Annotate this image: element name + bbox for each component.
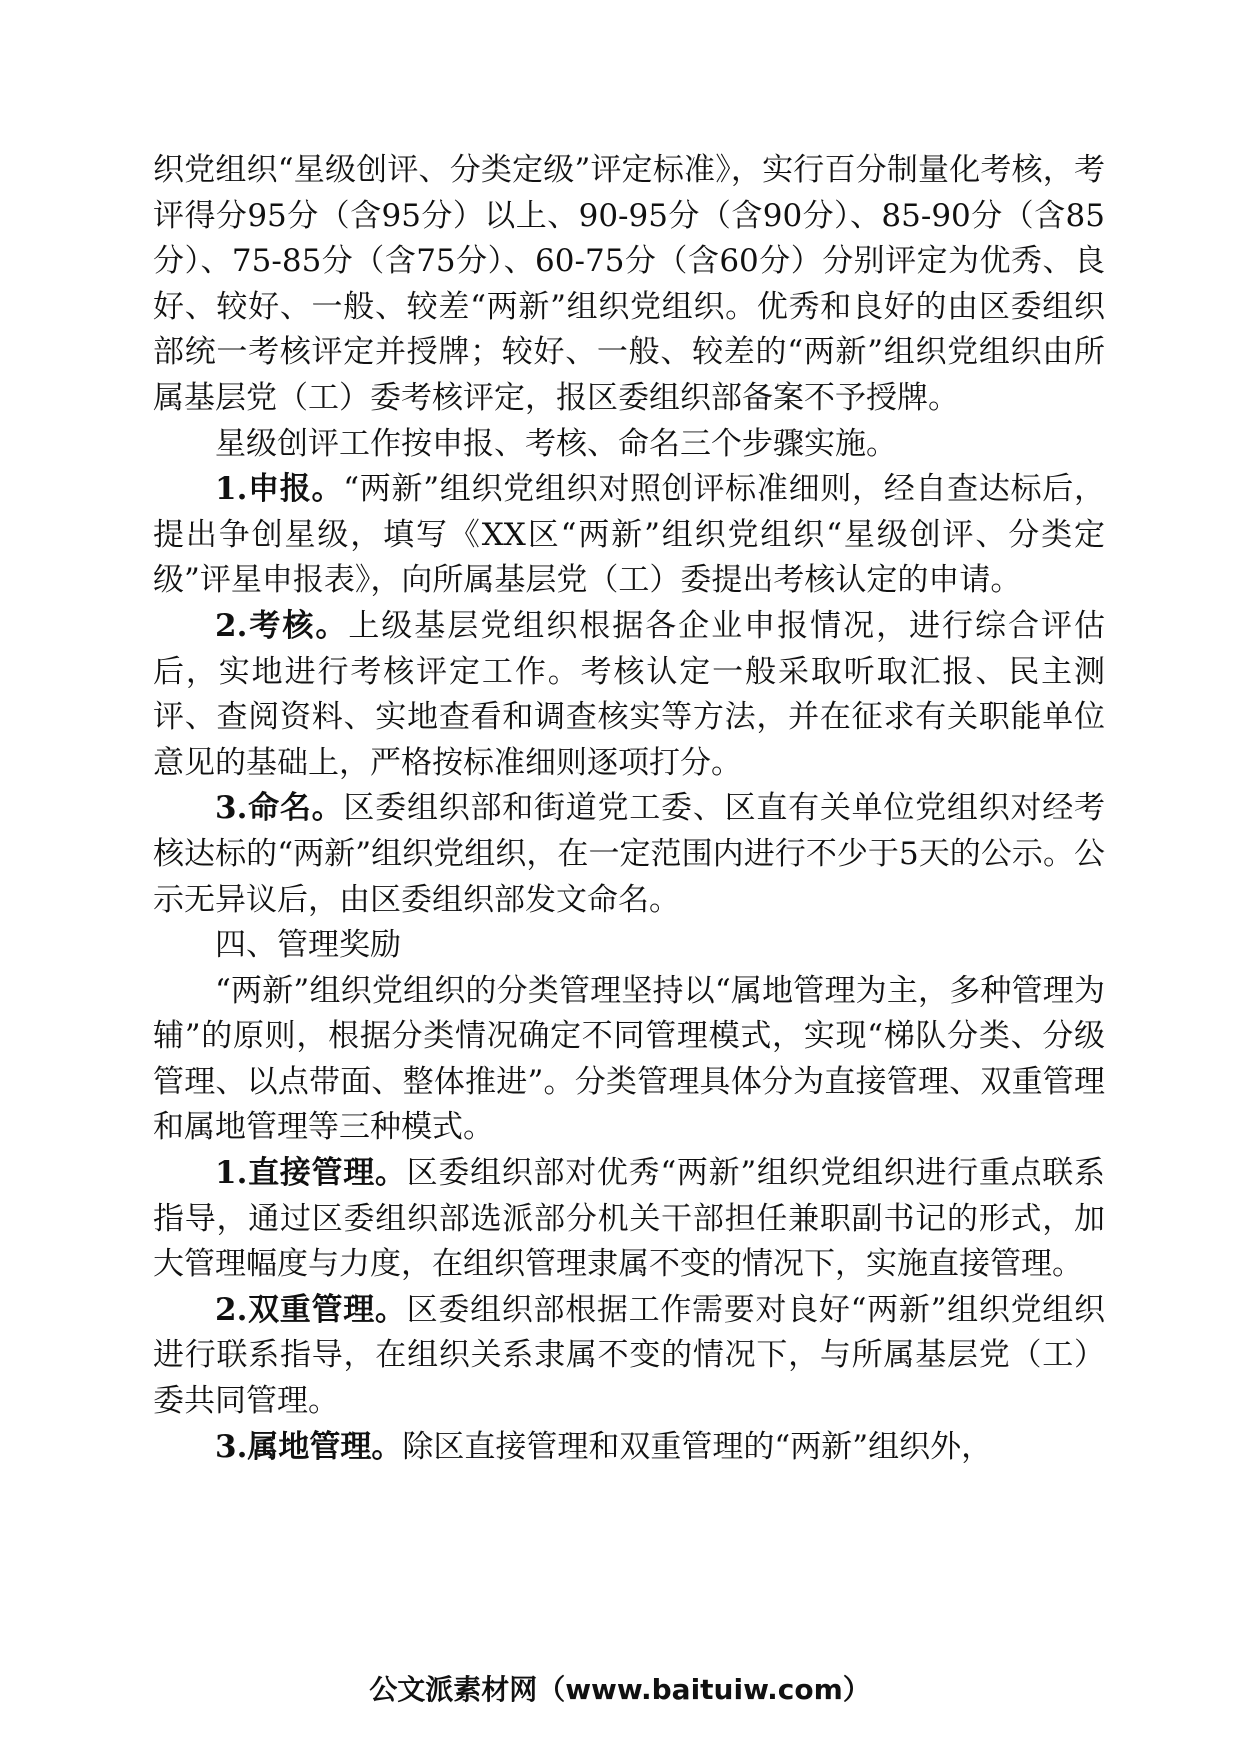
paragraph-lead: 1.直接管理。: [215, 1155, 407, 1192]
paragraph-lead: 3.属地管理。: [215, 1428, 403, 1465]
paragraph-3: [153, 467, 1105, 604]
paragraph-text: 区委组织部对优秀“两新”组织党组织进行重点联系指导，通过区委组织部选派部分机关干部担任兼职副书记的形式，加大管理幅度与力度，在组织管理隶属不变的情况下，实施直接管理。: [153, 1155, 1105, 1283]
paragraph-text: 四、管理奖励: [215, 927, 401, 964]
paragraph-text: 区委组织部根据工作需要对良好“两新”组织党组织进行联系指导，在组织关系隶属不变的情况下，与所属基层党（工）委共同管理。: [153, 1291, 1105, 1420]
paragraph-text: 织党组织“星级创评、分类定级”评定标准》，实行百分制量化考核，考评得分95分（含95分）以上、90-95分（含90分）、85-90分（含85分）、75-85分（含75分）、60-75分（含60分）分别评定为优秀、良好、较好、一般、较差“两新”组织党组织。优秀和良好的由区委组织部统一考核评定并授牌；较好、一般、较差的“两新”组织党组织由所属基层党（工）委考核评定，报区委组织部备案不予授牌。: [153, 152, 1105, 416]
paragraph-7: [153, 969, 1105, 1151]
paragraph-10: [153, 1425, 1105, 1471]
paragraph-text: 除区直接管理和双重管理的“两新”组织外，: [402, 1428, 993, 1465]
paragraph-lead: 2.考核。: [215, 607, 349, 644]
paragraph-5: [153, 786, 1105, 923]
paragraph-text: 区委组织部和街道党工委、区直有关单位党组织对经考核达标的“两新”组织党组织，在一定范围内进行不少于5天的公示。公示无异议后，由区委组织部发文命名。: [153, 790, 1105, 918]
paragraph-text: 星级创评工作按申报、考核、命名三个步骤实施。: [215, 425, 897, 462]
paragraph-lead: 1.申报。: [215, 471, 344, 508]
paragraph-text: 上级基层党组织根据各企业申报情况，进行综合评估后，实地进行考核评定工作。考核认定一般采取听取汇报、民主测评、查阅资料、实地查看和调查核实等方法，并在征求有关职能单位意见的基础上，严格按标准细则逐项打分。: [153, 607, 1105, 781]
paragraph-lead: 2.双重管理。: [215, 1291, 407, 1328]
paragraph-1: [153, 148, 1105, 422]
paragraph-8: [153, 1151, 1105, 1288]
paragraph-2: [153, 422, 1105, 468]
document-body: [153, 148, 1105, 1470]
paragraph-text: “两新”组织党组织对照创评标准细则，经自查达标后，提出争创星级，填写《XX区“两新”组织党组织“星级创评、分类定级”评星申报表》，向所属基层党（工）委提出考核认定的申请。: [153, 471, 1105, 599]
section-heading: [153, 923, 1105, 969]
page-footer-watermark: 公文派素材网（www.baituiw.com）: [369, 1673, 871, 1706]
paragraph-text: “两新”组织党组织的分类管理坚持以“属地管理为主，多种管理为辅”的原则，根据分类情况确定不同管理模式，实现“梯队分类、分级管理、以点带面、整体推进”。分类管理具体分为直接管理、双重管理和属地管理等三种模式。: [153, 972, 1105, 1146]
paragraph-lead: 3.命名。: [215, 790, 344, 827]
paragraph-4: [153, 604, 1105, 786]
paragraph-9: [153, 1288, 1105, 1425]
